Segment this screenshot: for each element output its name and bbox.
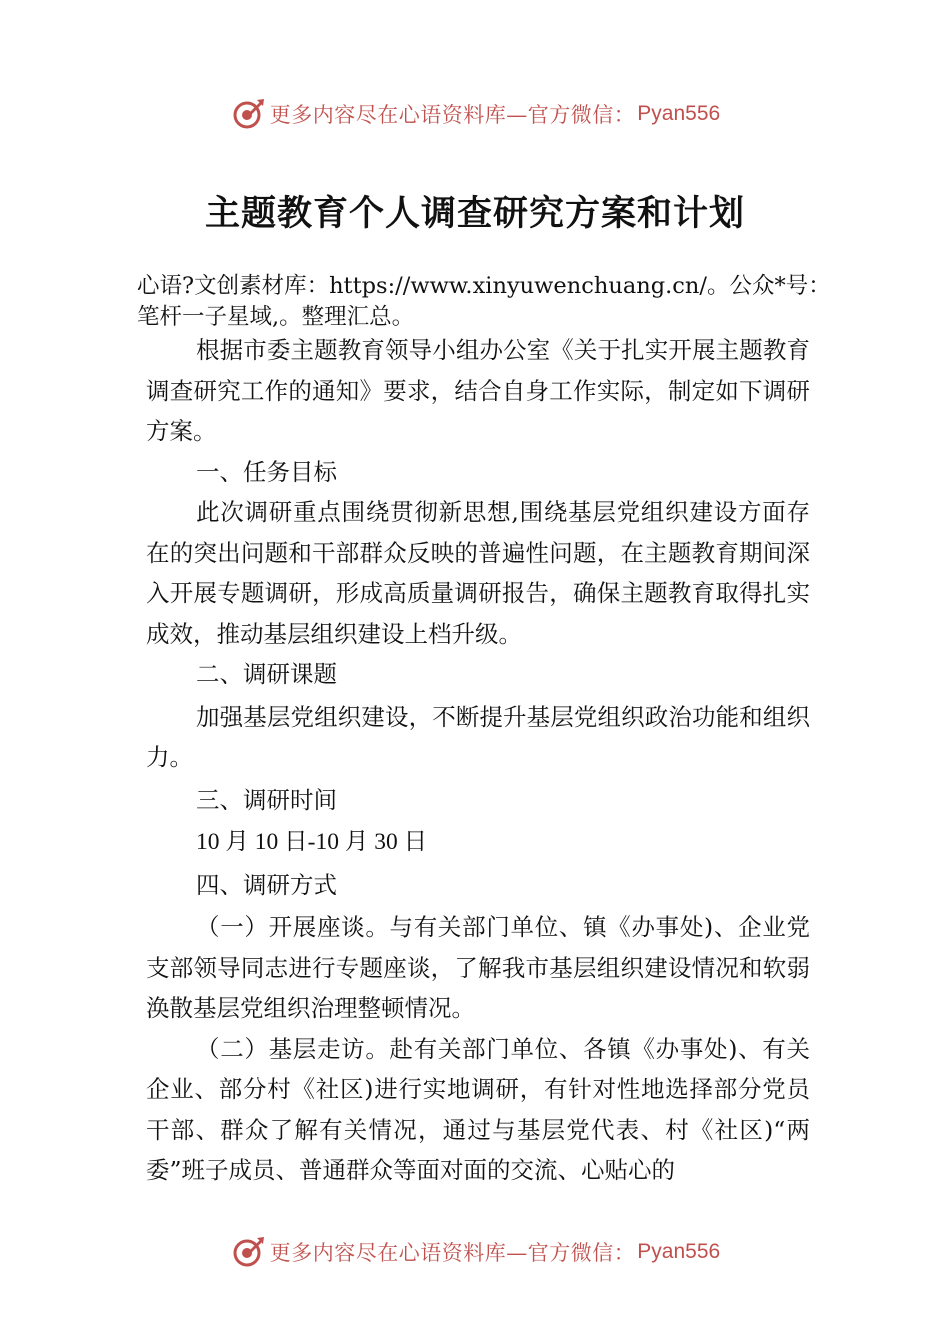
body-paragraph: （一）开展座谈。与有关部门单位、镇《办事处)、企业党支部领导同志进行专题座谈，了解我市基层组织建设情况和软弱涣散基层党组织治理整顿情况。: [146, 913, 810, 1022]
document-title: 主题教育个人调查研究方案和计划: [204, 193, 745, 234]
pen-logo-icon: [230, 1234, 266, 1270]
source-line: 心语?文创素材库：https://www.xinyuwenchuang.cn/。公众*号：笔杆一子星域,。整理汇总。: [137, 273, 831, 330]
header-banner: [0, 94, 950, 134]
section-heading: 一、任务目标: [196, 457, 337, 486]
body-paragraph: 此次调研重点围绕贯彻新思想,围绕基层党组织建设方面存在的突出问题和干部群众反映的普遍性问题，在主题教育期间深入开展专题调研，形成高质量调研报告，确保主题教育取得扎实成效，推动基层组织建设上档升级。: [146, 498, 810, 648]
section-heading: 四、调研方式: [196, 870, 337, 899]
section-heading: 三、调研时间: [196, 785, 337, 814]
research-dates: 10 月 10 日-10 月 30 日: [196, 829, 428, 855]
footer-banner: [0, 1232, 950, 1272]
wechat-id: Pyan556: [637, 102, 721, 125]
body-paragraph: 加强基层党组织建设，不断提升基层党组织政治功能和组织力。: [146, 702, 810, 771]
banner-text: 更多内容尽在心语资料库—官方微信：: [269, 103, 636, 127]
intro-paragraph: 根据市委主题教育领导小组办公室《关于扎实开展主题教育调查研究工作的通知》要求，结合自身工作实际，制定如下调研方案。: [146, 336, 810, 445]
body-paragraph: （二）基层走访。赴有关部门单位、各镇《办事处)、有关企业、部分村《社区)进行实地调研，有针对性地选择部分党员干部、群众了解有关情况，通过与基层党代表、村《社区)“两委”班子成员、普通群众等面对面的交流、心贴心的: [146, 1034, 810, 1184]
pen-logo-icon: [230, 96, 266, 132]
wechat-id: Pyan556: [637, 1240, 721, 1263]
section-heading: 二、调研课题: [196, 660, 337, 688]
document-body: [146, 330, 810, 1191]
banner-text: 更多内容尽在心语资料库—官方微信：: [269, 1241, 636, 1265]
